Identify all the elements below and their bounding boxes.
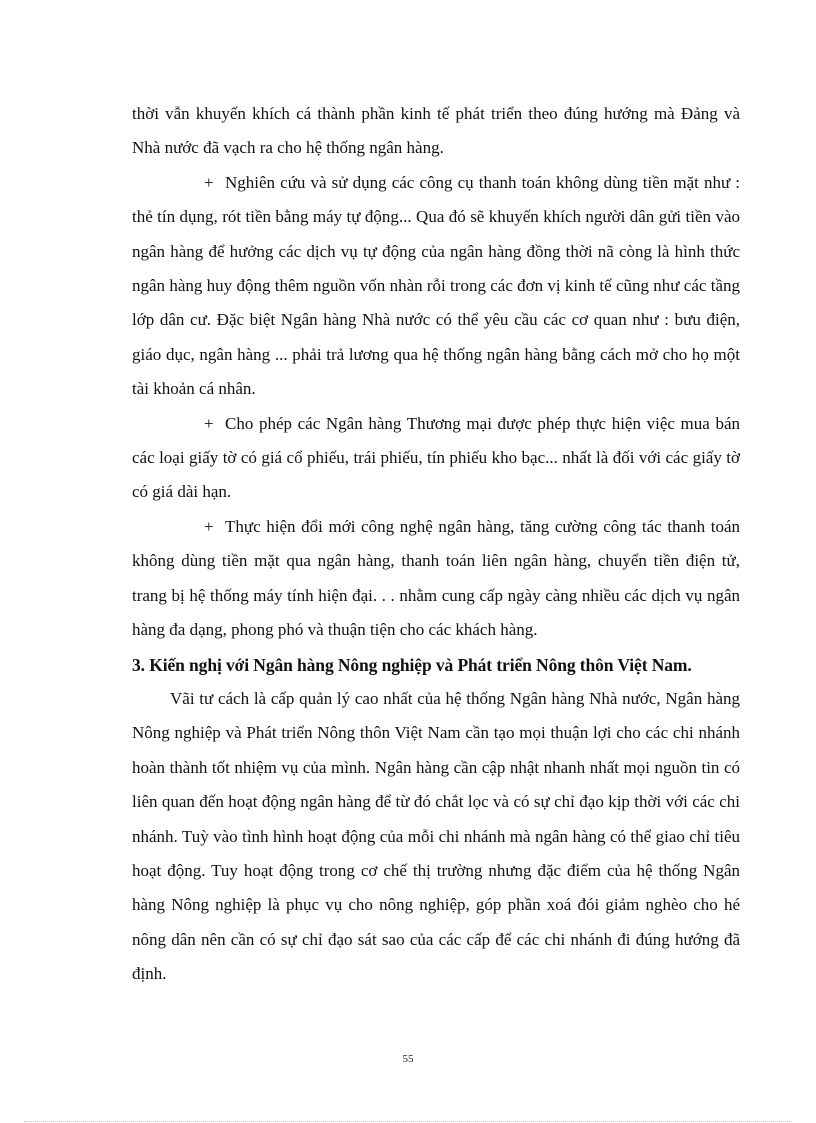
bullet-text: Thực hiện đổi mới công nghệ ngân hàng, tăng cường công tác thanh toán không dùng tiền mặt qua ngân hàng, thanh toán liên ngân hàng, chuyển tiền điện tử, trang bị hệ thống máy tính hiện đại. . . nhằm cung cấp ngày càng nhiều các dịch vụ ngân hàng đa dạng, phong phó và thuận tiện cho các khách hàng. <box>132 516 740 640</box>
bullet-text: Nghiên cứu và sử dụng các công cụ thanh toán không dùng tiền mặt như : thẻ tín dụng, rót tiền bằng máy tự động... Qua đó sẽ khuyến khích người dân gửi tiền vào ngân hàng để hưởng các dịch vụ tự động của ngân hàng đồng thời nã còng là hình thức ngân hàng huy động thêm nguồn vốn nhàn rỗi trong các đơn vị kinh tế cũng như các tầng lớp dân cư. Đặc biệt Ngân hàng Nhà nước có thể yêu cầu các cơ quan như : bưu điện, giáo dục, ngân hàng ... phải trả lương qua hệ thống ngân hàng bằng cách mở cho họ một tài khoản cá nhân. <box>132 172 740 399</box>
bullet-marker: + <box>204 172 214 192</box>
page-bottom-divider <box>24 1121 792 1122</box>
bullet-text: Cho phép các Ngân hàng Thương mại được phép thực hiện việc mua bán các loại giấy tờ có giá cổ phiếu, trái phiếu, tín phiếu kho bạc... nhất là đối với các giấy tờ có giá dài hạn. <box>132 413 740 502</box>
bullet-marker: + <box>204 516 214 536</box>
page-number: 55 <box>402 1053 414 1065</box>
closing-paragraph: Vãi tư cách là cấp quản lý cao nhất của hệ thống Ngân hàng Nhà nước, Ngân hàng Nông nghiệp và Phát triển Nông thôn Việt Nam cần tạo mọi thuận lợi cho các chi nhánh hoàn thành tốt nhiệm vụ của mình. Ngân hàng cần cập nhật nhanh nhất mọi nguồn tin có liên quan đến hoạt động ngân hàng để từ đó chắt lọc và có sự chỉ đạo kịp thời với các chi nhánh. Tuỳ vào tình hình hoạt động của mỗi chi nhánh mà ngân hàng có thể giao chỉ tiêu hoạt động. Tuy hoạt động trong cơ chế thị trường nhưng đặc điểm của hệ thống Ngân hàng Nông nghiệp là phục vụ cho nông nghiệp, góp phần xoá đói giảm nghèo cho hé nông dân nên cần có sự chỉ đạo sát sao của các cấp để các chi nhánh đi đúng hướng đã định. <box>132 688 740 984</box>
bullet-paragraph-technology-renewal <box>132 510 740 648</box>
bullet-paragraph-payment-instruments <box>132 166 740 407</box>
bullet-marker: + <box>204 413 214 433</box>
bullet-paragraph-securities-trading <box>132 407 740 510</box>
continued-paragraph: thời vẫn khuyến khích cá thành phần kinh tế phát triển theo đúng hướng mà Đảng và Nhà nước đã vạch ra cho hệ thống ngân hàng. <box>132 104 740 158</box>
page-text-block <box>132 97 740 992</box>
section-heading: 3. Kiến nghị với Ngân hàng Nông nghiệp và Phát triển Nông thôn Việt Nam. <box>132 654 692 675</box>
